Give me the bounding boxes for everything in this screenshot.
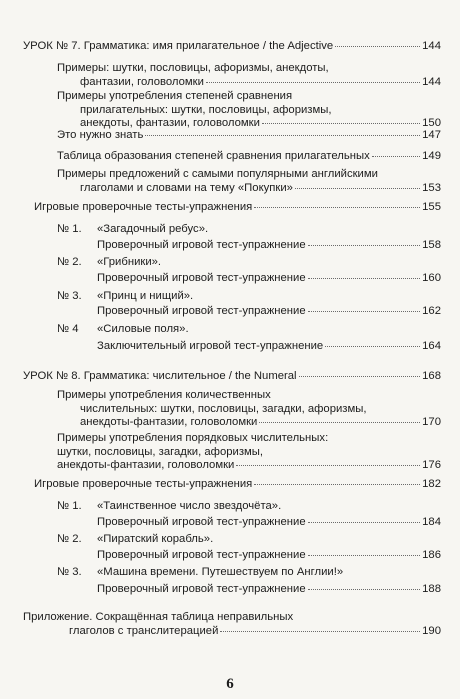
toc-page-ref: 168 bbox=[422, 370, 441, 382]
dot-leader bbox=[308, 310, 421, 312]
toc-entry-text: Проверочный игровой тест-упражнение bbox=[97, 516, 306, 528]
toc-entry-text: «Загадочный ребус». bbox=[97, 223, 209, 235]
toc-page-ref: 182 bbox=[422, 478, 441, 490]
toc-entry[interactable] bbox=[57, 90, 441, 131]
toc-page-ref: 158 bbox=[422, 239, 441, 251]
toc-entry[interactable] bbox=[97, 583, 441, 597]
toc-entry-text: «Машина времени. Путешествуем по Англии!» bbox=[97, 566, 344, 578]
toc-page-ref: 188 bbox=[422, 583, 441, 595]
toc-page-ref: 170 bbox=[422, 416, 441, 428]
toc-entry-number: № 1. bbox=[57, 223, 82, 235]
dot-leader bbox=[145, 134, 420, 136]
toc-entry[interactable] bbox=[97, 272, 441, 286]
toc-entry-text: глаголов с транслитерацией bbox=[69, 624, 219, 637]
toc-entry-number: № 1. bbox=[57, 500, 82, 512]
toc-page-ref: 160 bbox=[422, 272, 441, 284]
toc-entry-text: прилагательных: шутки, пословицы, афоризмы, bbox=[80, 103, 332, 116]
toc-page-ref: 153 bbox=[422, 181, 441, 194]
dot-leader bbox=[308, 588, 421, 590]
toc-entry-text: Проверочный игровой тест-упражнение bbox=[97, 272, 306, 284]
toc-entry-text: Проверочный игровой тест-упражнение bbox=[97, 549, 306, 561]
toc-entry-text: Примеры: шутки, пословицы, афоризмы, анекдоты, bbox=[57, 62, 329, 74]
dot-leader bbox=[372, 155, 420, 157]
toc-entry-text: Заключительный игровой тест-упражнение bbox=[97, 340, 324, 352]
toc-entry[interactable] bbox=[97, 533, 441, 547]
toc-entry-text: «Силовые поля». bbox=[97, 323, 189, 335]
toc-page-ref: 149 bbox=[422, 150, 441, 162]
dot-leader bbox=[259, 421, 420, 423]
toc-page-ref: 176 bbox=[422, 459, 441, 471]
toc-entry-text: Таблица образования степеней сравнения прилагательных bbox=[57, 150, 370, 162]
toc-entry-text: УРОК № 8. Грамматика: числительное / the Numeral bbox=[23, 370, 297, 382]
toc-entry[interactable] bbox=[57, 150, 441, 164]
toc-entry-text: анекдоты-фантазии, головоломки bbox=[57, 459, 235, 471]
toc-entry-text: «Грибники». bbox=[97, 256, 162, 268]
toc-entry[interactable] bbox=[23, 40, 441, 54]
toc-entry-number: № 2. bbox=[57, 533, 82, 545]
dot-leader bbox=[254, 483, 420, 485]
toc-entry[interactable] bbox=[97, 305, 441, 319]
dot-leader bbox=[254, 206, 420, 208]
toc-entry[interactable] bbox=[97, 340, 441, 354]
toc-page-ref: 190 bbox=[422, 624, 441, 637]
toc-entry-text: анекдоты-фантазии, головоломки bbox=[80, 416, 258, 428]
toc-entry[interactable] bbox=[97, 323, 441, 337]
toc-page-ref: 155 bbox=[422, 201, 441, 213]
dot-leader bbox=[308, 277, 421, 279]
toc-entry-text: УРОК № 7. Грамматика: имя прилагательное / the Adjective bbox=[23, 40, 334, 52]
dot-leader bbox=[295, 187, 420, 189]
toc-page-ref: 162 bbox=[422, 305, 441, 317]
toc-page-ref: 144 bbox=[422, 40, 441, 52]
page-number: 6 bbox=[226, 676, 234, 692]
dot-leader bbox=[335, 45, 420, 47]
toc-entry-text: шутки, пословицы, загадки, афоризмы, bbox=[57, 445, 264, 458]
toc-entry[interactable] bbox=[57, 62, 441, 89]
toc-entry-text: Примеры предложений с самыми популярными английскими bbox=[57, 168, 378, 180]
toc-entry[interactable] bbox=[23, 611, 441, 638]
toc-entry[interactable] bbox=[57, 168, 441, 195]
toc-entry[interactable] bbox=[97, 500, 441, 514]
dot-leader bbox=[299, 375, 421, 377]
toc-entry[interactable] bbox=[57, 432, 441, 473]
dot-leader bbox=[308, 554, 421, 556]
toc-entry-number: № 3. bbox=[57, 566, 82, 578]
dot-leader bbox=[236, 464, 420, 466]
toc-entry-text: анекдоты, фантазии, головоломки bbox=[80, 117, 260, 129]
toc-entry[interactable] bbox=[97, 239, 441, 253]
toc-page-ref: 147 bbox=[422, 129, 441, 141]
toc-entry-text: «Пиратский корабль». bbox=[97, 533, 214, 545]
toc-entry-number: № 4 bbox=[57, 323, 79, 335]
toc-entry[interactable] bbox=[57, 129, 441, 143]
dot-leader bbox=[308, 521, 421, 523]
toc-entry[interactable] bbox=[97, 566, 441, 580]
dot-leader bbox=[308, 244, 421, 246]
toc-entry-text: Игровые проверочные тесты-упражнения bbox=[34, 478, 253, 490]
dot-leader bbox=[206, 81, 420, 83]
toc-entry-text: числительных: шутки, пословицы, загадки, афоризмы, bbox=[80, 402, 367, 415]
toc-entry[interactable] bbox=[97, 516, 441, 530]
dot-leader bbox=[220, 630, 420, 632]
toc-entry-text: Проверочный игровой тест-упражнение bbox=[97, 583, 306, 595]
toc-entry[interactable] bbox=[97, 223, 441, 237]
toc-entry[interactable] bbox=[57, 389, 441, 430]
toc-entry-text: Проверочный игровой тест-упражнение bbox=[97, 239, 306, 251]
toc-entry[interactable] bbox=[34, 478, 441, 492]
toc-entry-text: Примеры употребления степеней сравнения bbox=[57, 90, 293, 102]
toc-entry-text: Примеры употребления количественных bbox=[57, 389, 271, 401]
toc-entry-text: фантазии, головоломки bbox=[80, 75, 204, 88]
toc-page-ref: 164 bbox=[422, 340, 441, 352]
toc-entry-text: глаголами и словами на тему «Покупки» bbox=[80, 181, 293, 194]
toc-entry-text: Приложение. Сокращённая таблица неправильных bbox=[23, 611, 294, 623]
toc-page-ref: 150 bbox=[422, 117, 441, 129]
toc-entry-text: Проверочный игровой тест-упражнение bbox=[97, 305, 306, 317]
toc-entry[interactable] bbox=[23, 370, 441, 384]
toc-entry-text: Примеры употребления порядковых числительных: bbox=[57, 432, 329, 444]
toc-page-ref: 186 bbox=[422, 549, 441, 561]
toc-entry[interactable] bbox=[97, 256, 441, 270]
toc-page-ref: 184 bbox=[422, 516, 441, 528]
toc-entry[interactable] bbox=[97, 290, 441, 304]
toc-entry[interactable] bbox=[34, 201, 441, 215]
toc-entry-number: № 3. bbox=[57, 290, 82, 302]
toc-entry-text: Игровые проверочные тесты-упражнения bbox=[34, 201, 253, 213]
dot-leader bbox=[325, 345, 420, 347]
toc-page-ref: 144 bbox=[422, 75, 441, 88]
toc-entry-text: «Принц и нищий». bbox=[97, 290, 194, 302]
dot-leader bbox=[262, 122, 420, 124]
toc-entry-text: «Таинственное число звездочёта». bbox=[97, 500, 282, 512]
toc-entry-text: Это нужно знать bbox=[57, 129, 144, 141]
toc-entry[interactable] bbox=[97, 549, 441, 563]
toc-entry-number: № 2. bbox=[57, 256, 82, 268]
